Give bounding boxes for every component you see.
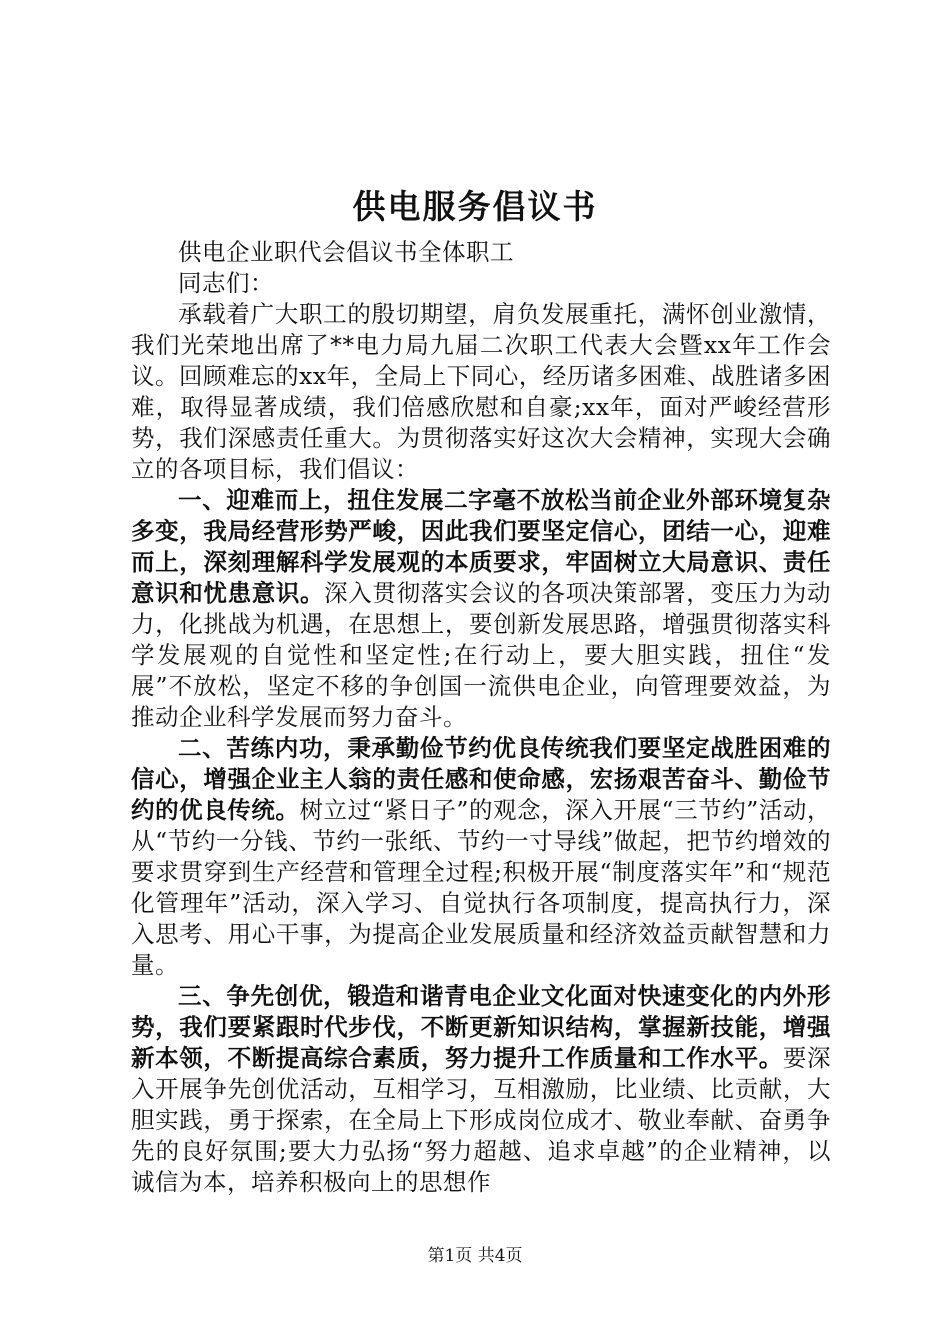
section-heading-1: 一、迎难而上，扭住发展二字毫不放松当前企业外部环境复杂多变，我局经营形势严峻，因此我们要坚定信心，团结一心，迎难而上，深刻理解科学发展观的本质要求，牢固树立大局意识、责任意识和忧患意识。 (131, 486, 831, 607)
section-heading-2: 二、苦练内功，秉承勤俭节约优良传统我们要坚定战胜困难的信心，增强企业主人翁的责任感和使命感，宏扬艰苦奋斗、勤俭节约的优良传统。 (131, 734, 831, 824)
section-heading-3: 三、争先创优，锻造和谐青电企业文化面对快速变化的内外形势，我们要紧跟时代步伐，不断更新知识结构，掌握新技能，增强新本领，不断提高综合素质，努力提升工作质量和工作水平。 (131, 982, 831, 1072)
page-footer: 第1页 共4页 (427, 1246, 523, 1266)
section-paragraph-3 (131, 981, 831, 1198)
subtitle: 供电企业职代会倡议书全体职工 (178, 238, 514, 266)
document-body (131, 237, 831, 1198)
section-body-3: 要深入开展争先创优活动，互相学习，互相激励，比业绩、比贡献，大胆实践，勇于探索，在全局上下形成岗位成才、敬业奉献、奋勇争先的良好氛围;要大力弘扬“努力超越、追求卓越”的企业精神，以诚信为本，培养积极向上的思想作 (131, 1044, 832, 1196)
section-body-1: 深入贯彻落实会议的各项决策部署，变压力为动力，化挑战为机遇，在思想上，要创新发展思路，增强贯彻落实科学发展观的自觉性和坚定性;在行动上，要大胆实践，扭住“发展”不放松，坚定不移的争创国一流供电企业，向管理要效益，为推动企业科学发展而努力奋斗。 (131, 579, 832, 731)
section-paragraph-2 (131, 733, 831, 981)
section-body-2: 树立过“紧日子”的观念，深入开展“三节约”活动，从“节约一分钱、节约一张纸、节约一寸导线”做起，把节约增效的要求贯穿到生产经营和管理全过程;积极开展“制度落实年”和“规范化管理年”活动，深入学习、自觉执行各项制度，提高执行力，深入思考、用心干事，为提高企业发展质量和经济效益贡献智慧和力量。 (131, 796, 831, 979)
section-paragraph-1 (131, 485, 831, 733)
page-title: 供电服务倡议书 (352, 187, 598, 226)
greeting: 同志们： (178, 269, 274, 297)
intro-paragraph: 承载着广大职工的殷切期望，肩负发展重托，满怀创业激情，我们光荣地出席了**电力局九届二次职工代表大会暨xx年工作会议。回顾难忘的xx年，全局上下同心，经历诸多困难、战胜诸多困难，取得显著成绩，我们倍感欣慰和自豪;xx年，面对严峻经营形势，我们深感责任重大。为贯彻落实好这次大会精神，实现大会确立的各项目标，我们倡议： (131, 300, 831, 483)
